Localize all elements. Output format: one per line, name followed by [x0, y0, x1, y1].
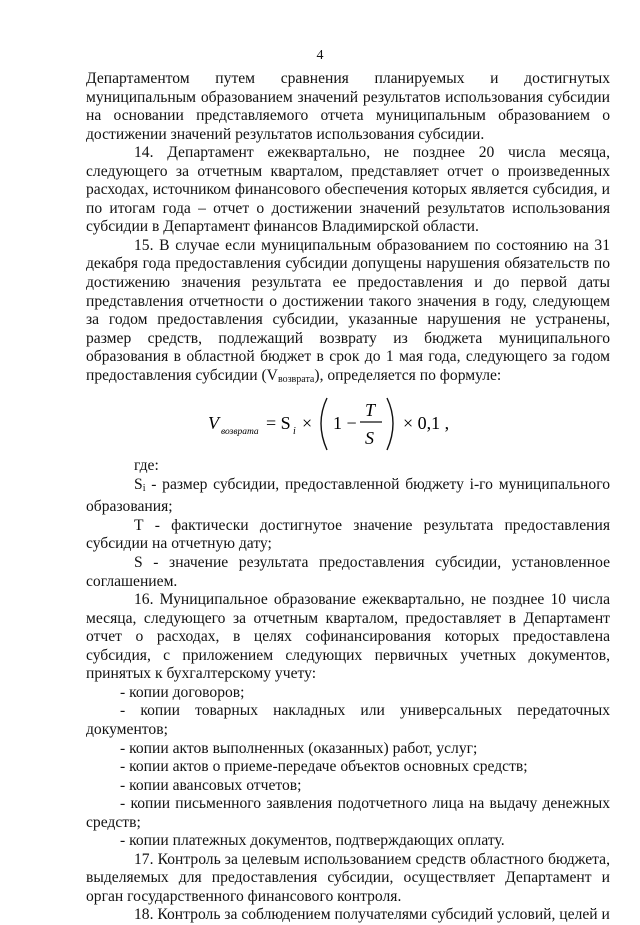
list-item: - копии актов о приеме-передаче объектов основных средств; — [120, 758, 528, 776]
formula-s-subscript: i — [293, 426, 296, 438]
formula-left-paren — [321, 398, 327, 450]
formula-denominator: S — [365, 428, 374, 449]
formula-one-minus: 1 − — [333, 413, 357, 434]
paragraph-15-subscript: возврата — [277, 373, 315, 385]
formula-v: V — [208, 413, 219, 434]
formula-svg — [208, 390, 528, 454]
formula-tail: × 0,1 , — [403, 413, 450, 434]
definition-si-text: - размер субсидии, предоставленной бюджету i-го муниципального образования; — [86, 475, 610, 516]
paragraph-14: 14. Департамент ежеквартально, не позднее 20 числа месяца, следующего за отчетным кварталом, представляет отчет о произведенных расходах, источником финансового обеспечения которых является субсидия, и по итогам года – отчет о достижении значений результатов использования субсидии в Департамент финансов Владимирской области. — [86, 144, 610, 236]
paragraph-continuation: Департаментом путем сравнения планируемых и достигнутых муниципальным образованием значений результатов использования субсидии на основании представляемого отчета муниципальным образованием о достижении значений результатов использования субсидии. — [86, 70, 610, 143]
where-label: где: — [134, 457, 159, 475]
formula-v-subscript: возврата — [221, 427, 259, 438]
page-number: 4 — [316, 48, 324, 63]
definition-si-subscript: i — [142, 482, 146, 494]
definition-si-symbol: S — [134, 475, 143, 493]
paragraph-15-tail: ), определяется по формуле: — [314, 366, 502, 384]
paragraph-18: 18. Контроль за соблюдением получателями субсидий условий, целей и — [134, 906, 610, 924]
paragraph-16: 16. Муниципальное образование ежеквартально, не позднее 10 числа месяца, следующего за отчетным кварталом, предоставляет в Департамент отчет о расходах, в целях софинансирования которых предоставлена субсидия, с приложением следующих первичных учетных документов, принятых к бухгалтерскому учету: — [86, 591, 610, 683]
definition-s: S - значение результата предоставления субсидии, установленное соглашением. — [86, 554, 610, 590]
list-item: - копии платежных документов, подтверждающих оплату. — [120, 832, 505, 850]
refund-formula — [126, 389, 610, 455]
list-item: - копии авансовых отчетов; — [120, 776, 302, 794]
formula-numerator: T — [365, 400, 376, 421]
paragraph-17: 17. Контроль за целевым использованием средств областного бюджета, выделяемых для предоставления субсидии, осуществляет Департамент и орган государственного финансового контроля. — [86, 850, 610, 905]
list-item: - копии письменного заявления подотчетного лица на выдачу денежных средств; — [86, 795, 610, 831]
definition-t: Т - фактически достигнутое значение результата предоставления субсидии на отчетную дату; — [86, 516, 610, 553]
document-body — [86, 70, 610, 925]
paragraph-15-text: 15. В случае если муниципальным образованием по состоянию на 31 декабря года предоставления субсидии допущены нарушения обязательств по достижению значения результата ее предоставления и до первой даты представления отчетности о достижении такого значения в году, следующем за годом предоставления субсидии, указанные нарушения не устранены, размер средств, подлежащий возврату из бюджета муниципального образования в областной бюджет в срок до 1 мая года, следующего за годом предоставления субсидии (V — [86, 236, 610, 384]
list-item: - копии товарных накладных или универсальных передаточных документов; — [86, 702, 610, 738]
formula-eq-s: = S — [266, 413, 291, 434]
formula-times: × — [302, 413, 313, 434]
list-item: - копии актов выполненных (оказанных) работ, услуг; — [120, 739, 478, 757]
list-item: - копии договоров; — [120, 683, 245, 701]
paragraph-15 — [86, 237, 610, 389]
definition-si — [86, 476, 610, 517]
formula-right-paren — [387, 398, 393, 450]
